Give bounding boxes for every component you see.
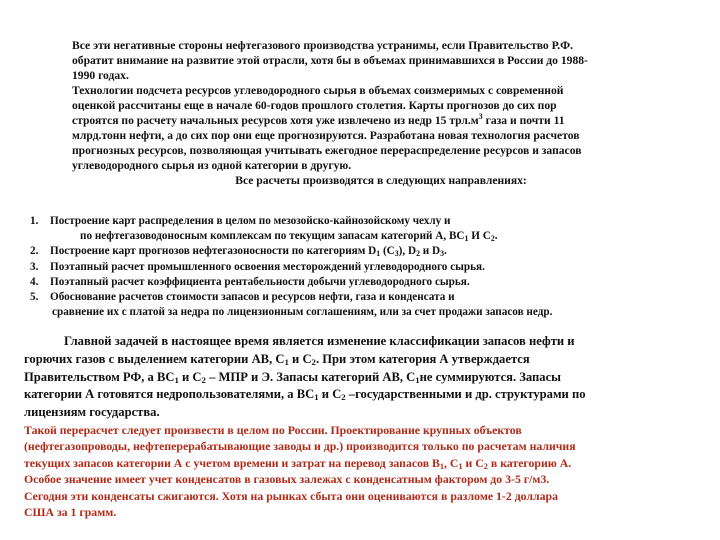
main-line-5: лицензиям государства.	[24, 405, 160, 420]
red-line-2: (нефтегазопроводы, нефтеперерабатывающие заводы и др.) производится только по расчетам наличия	[24, 439, 576, 454]
intro-line-6: строятся по расчету начальных ресурсов хотя уже извлечено из недр 15 $трл.м^3$ газа и почти 11	[72, 112, 565, 127]
red-line-6: США за 1 грамм.	[24, 505, 117, 520]
directions-heading: Все расчеты производятся в следующих направлениях:	[235, 174, 527, 187]
list-item: 4. Поэтапный расчет коэффициента рентабельности добычи углеводородного сырья.	[30, 275, 470, 288]
red-line-1: Такой перерасчет следует произвести в целом по России. Проектирование крупных объектов	[24, 423, 522, 437]
main-line-3: Правительством РФ, а $ВС_1$ и $С_2$ – МПР и Э. Запасы категорий АВ, $С_1не$ суммируются. Запасы	[24, 369, 562, 385]
intro-line-5: оценкой рассчитаны еще в начале 60-годов прошлого столетия. Карты прогнозов до сих пор	[72, 99, 557, 112]
list-item: по нефтегазоводоносным комплексам по текущим запасам категорий А, $ВС_1$ И $С_2$.	[80, 230, 498, 244]
list-item: 1. Построение карт распределения в целом по мезозойско-кайнозойскому чехлу и	[30, 215, 451, 227]
main-paragraph	[24, 333, 694, 422]
list-item: 2. Построение карт прогнозов нефтегазоносности по категориям $D_1$ $(С_3)$, $D_2$ и $D_3$.	[30, 245, 447, 259]
list-item: 3. Поэтапный расчет промышленного освоения месторождений углеводородного сырья.	[30, 260, 485, 273]
intro-section	[72, 38, 690, 188]
red-line-4: Особое значение имеет учет конденсатов в газовых залежах с конденсатным фактором до 3-5 г/м3.	[24, 472, 550, 487]
main-line-4: категории А готовятся недропользователями, а $ВС_1$ и $С_2$ –государственными и др. структурами по	[24, 387, 586, 403]
recalculation-paragraph	[24, 422, 694, 520]
list-item: сравнение их с платой за недра по лицензионным соглашениям, или за счет продажи запасов недр.	[52, 306, 553, 319]
main-line-1: Главной задачей в настоящее время является изменение классификации запасов нефти и	[64, 334, 575, 348]
red-line-5: Сегодня эти конденсаты сжигаются. Хотя на рынках сбыта они оцениваются в разломе 1-2 доллара	[24, 488, 559, 503]
intro-line-2: обратит внимание на развитие этой отрасли, хотя бы в объемах принимавшихся в России до 1988-	[72, 54, 588, 67]
list-item: 5. Обоснование расчетов стоимости запасов и ресурсов нефти, газа и конденсата и	[30, 291, 455, 304]
intro-line-3: 1990 годах.	[72, 69, 129, 82]
intro-line-4: Технологии подсчета ресурсов углеводородного сырья в объемах соизмеримых с современной	[72, 84, 564, 97]
intro-line-9: углеводородного сырья из одной категории в другую.	[72, 159, 352, 172]
intro-line-7: млрд.тонн нефти, а до сих пор они еще прогнозируются. Разработана новая технология расчетов	[72, 129, 580, 142]
directions-list	[30, 214, 700, 320]
intro-line-1: Все эти негативные стороны нефтегазового производства устранимы, если Правительство Р.Ф.	[72, 39, 573, 52]
red-line-3: текущих запасов категории А с учетом времени и затрат на перевод запасов $В_1$, $С_1$ и $С_2$ в категорию А.	[24, 455, 572, 471]
main-line-2: горючих газов с выделением категории АВ, $С_1$ и $С_2$. При этом категория А утверждается	[24, 351, 530, 367]
intro-line-8: прогнозных ресурсов, позволяющая учитывать ежегодное перераспределение ресурсов и запасов	[72, 144, 582, 157]
